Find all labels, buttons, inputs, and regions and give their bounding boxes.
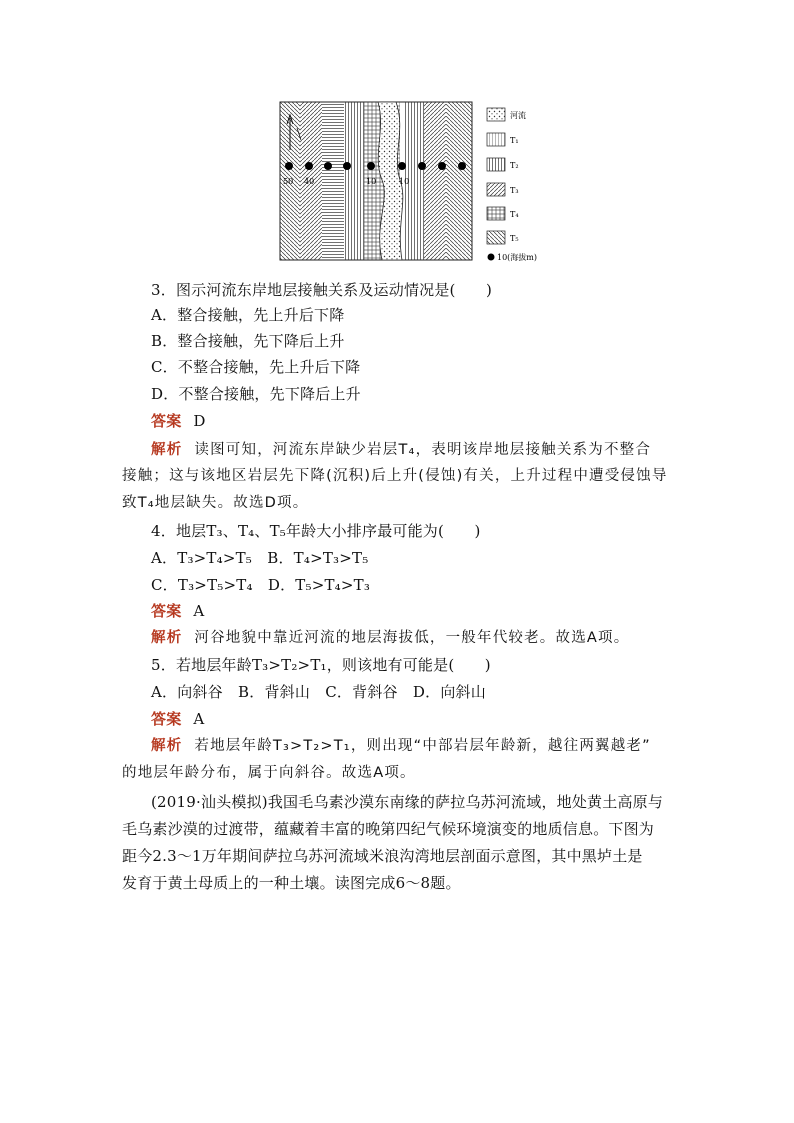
passage-line-2: 毛乌素沙漠的过渡带，蕴藏着丰富的晚第四纪气候环境演变的地质信息。下图为 — [122, 820, 655, 838]
answer-label: 答案 — [151, 412, 182, 430]
legend-river: 河流 — [510, 111, 526, 120]
q3-answer-value: D — [193, 412, 206, 430]
explanation-label: 解析 — [151, 630, 183, 646]
elevation-point — [324, 162, 332, 170]
elev-label: 10 — [399, 177, 410, 186]
legend-t3: T₃ — [510, 186, 519, 195]
q3-answer — [151, 411, 206, 431]
legend — [487, 108, 537, 262]
strata-figure — [278, 100, 546, 268]
legend-t2: T₂ — [510, 161, 519, 170]
answer-label: 答案 — [151, 710, 182, 728]
q5-answer-value: A — [193, 710, 205, 728]
legend-t4: T₄ — [510, 210, 519, 219]
elevation-point — [367, 162, 375, 170]
elev-label: 50 — [283, 177, 294, 186]
q4-answer-value: A — [193, 602, 205, 620]
legend-elevation: 10(海拔m) — [497, 253, 538, 262]
passage-line-3: 距今2.3～1万年期间萨拉乌苏河流域米浪沟湾地层剖面示意图，其中黑垆土是 — [122, 847, 643, 865]
q5-explanation-1 — [151, 736, 651, 756]
q3-option-b: B．整合接触，先下降后上升 — [151, 332, 345, 350]
elevation-point — [438, 162, 446, 170]
q3-explanation-3: 致T₄地层缺失。故选D项。 — [122, 495, 309, 511]
explanation-label: 解析 — [151, 738, 183, 754]
elevation-point — [343, 162, 351, 170]
q3-explanation-1 — [151, 440, 651, 460]
q4-options-cd: C．T₃>T₅>T₄ D．T₅>T₄>T₃ — [151, 576, 371, 594]
q3-expl-text-1: 读图可知，河流东岸缺少岩层T₄，表明该岸地层接触关系为不整合 — [194, 442, 652, 458]
q5-expl-text-1: 若地层年龄T₃>T₂>T₁，则出现“中部岩层年龄新，越往两翼越老” — [194, 738, 651, 754]
elevation-point — [285, 162, 293, 170]
passage-line-1: (2019·汕头模拟)我国毛乌素沙漠东南缘的萨拉乌苏河流域，地处黄土高原与 — [151, 793, 664, 811]
q4-explanation — [151, 628, 629, 648]
q3-option-c: C．不整合接触，先上升后下降 — [151, 358, 361, 376]
q5-explanation-2: 的地层年龄分布，属于向斜谷。故选A项。 — [122, 765, 416, 781]
map-panel — [280, 102, 472, 260]
q4-options-ab: A．T₃>T₄>T₅ B．T₄>T₃>T₅ — [151, 549, 369, 567]
q3-stem: 3．图示河流东岸地层接触关系及运动情况是( ) — [151, 281, 493, 299]
elev-label: 40 — [304, 177, 315, 186]
elevation-point — [418, 162, 426, 170]
explanation-label: 解析 — [151, 442, 183, 458]
answer-label: 答案 — [151, 602, 182, 620]
passage-line-4: 发育于黄土母质上的一种土壤。读图完成6～8题。 — [122, 874, 461, 892]
q5-answer — [151, 709, 204, 729]
q3-option-a: A．整合接触，先上升后下降 — [151, 306, 345, 324]
legend-t5: T₅ — [510, 234, 519, 243]
legend-t1: T₁ — [510, 136, 519, 145]
elevation-point — [398, 162, 406, 170]
elev-label: 10 — [366, 177, 377, 186]
q4-expl-text: 河谷地貌中靠近河流的地层海拔低，一般年代较老。故选A项。 — [194, 630, 630, 646]
elevation-point — [305, 162, 313, 170]
q4-stem: 4．地层T₃、T₄、T₅年龄大小排序最可能为( ) — [151, 522, 481, 540]
elevation-point — [458, 162, 466, 170]
q5-stem: 5．若地层年龄T₃>T₂>T₁，则该地有可能是( ) — [151, 656, 491, 674]
q4-answer — [151, 601, 204, 621]
q3-explanation-2: 接触；这与该地区岩层先下降(沉积)后上升(侵蚀)有关，上升过程中遭受侵蚀导 — [122, 468, 668, 484]
q3-option-d: D．不整合接触，先下降后上升 — [151, 385, 361, 403]
q5-options: A．向斜谷 B．背斜山 C．背斜谷 D．向斜山 — [151, 683, 486, 701]
